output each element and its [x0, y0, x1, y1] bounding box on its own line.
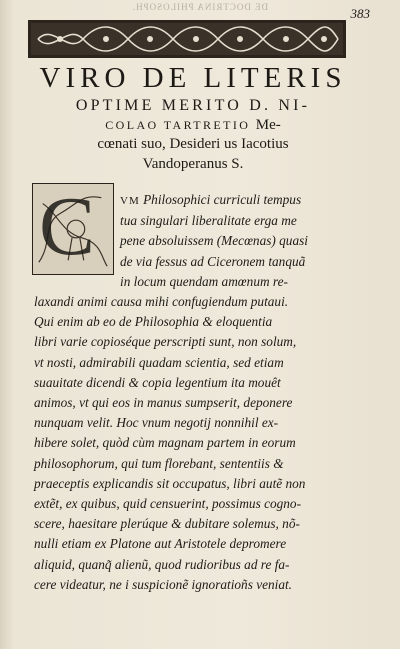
- body-line-1: [34, 190, 356, 211]
- headpiece-ornament: [28, 20, 346, 58]
- body-line-17: scere, haesitare plerúque & dubitare solemus, nõ-: [34, 516, 300, 532]
- initial-letter: C: [39, 180, 96, 273]
- heading-line-3: [28, 116, 358, 134]
- body-line-13: hibere solet, quòd cùm magnam partem in eorum: [34, 435, 296, 451]
- body-line-20: cere videatur, ne i suspicionẽ ignoratioñs veniat.: [34, 576, 293, 592]
- dedication-body: [34, 190, 356, 595]
- body-line-15: praeceptis explicandis sit occupatus, libri autẽ non: [34, 475, 306, 491]
- body-line-14: philosophorum, qui tum florebant, sententiis &: [34, 455, 284, 471]
- heading-line-4: cœnati suo, Desideri us Iacotius: [97, 136, 289, 152]
- body-line-2: tua singulari liberalitate erga me: [120, 213, 297, 229]
- heading-line-2: OPTIME MERITO D. NI-: [75, 97, 311, 114]
- body-line-3: pene absoluissem (Mecœnas) quasi: [120, 233, 308, 249]
- body-line-9: vt nosti, admirabili quadam scientia, sed etiam: [34, 354, 284, 370]
- body-line-19: aliquid, quanq̃ alienũ, quod rudioribus ad re fa-: [34, 556, 290, 572]
- body-line-1-rest: Philosophici curriculi tempus: [143, 192, 302, 207]
- body-line-4: de via fessus ad Ciceronem tanquã: [120, 253, 306, 269]
- heading-line-3-tail: Me-: [255, 117, 281, 133]
- body-line-5: in locum quendam amœnum re-: [120, 273, 288, 289]
- body-line-18: nulli etiam ex Platone aut Aristotele depromere: [34, 536, 287, 552]
- page-number: 383: [350, 6, 370, 21]
- body-line-11: animos, vt qui eos in manus sumpserit, deponere: [34, 395, 293, 411]
- body-line-10: suauitate dicendi & copia legentium ita mouêt: [34, 374, 281, 390]
- running-head-bleedthrough: DE DOCTRINA PHILOSOPH.: [131, 2, 269, 12]
- dedication-heading: [28, 62, 358, 174]
- body-line-8: libri varie copioséque perscripti sunt, non solum,: [34, 334, 297, 350]
- heading-line-3-caps: COLAO TARTRETIO: [105, 118, 251, 132]
- heading-line-5: Vandoperanus S.: [142, 156, 244, 172]
- body-line-6: laxandi animi causa mihi confugiendum putaui.: [34, 294, 289, 310]
- body-line-12: nunquam velit. Hoc vnum negotij nonnihil ex-: [34, 415, 279, 431]
- body-line-16: extẽt, ex quibus, quid censuerint, possimus cogno-: [34, 496, 301, 512]
- body-line-7: Qui enim ab eo de Philosophia & eloquentia: [34, 314, 273, 330]
- heading-line-1: VIRO DE LITERIS: [39, 62, 347, 94]
- body-line-1-caps: VM: [120, 195, 140, 207]
